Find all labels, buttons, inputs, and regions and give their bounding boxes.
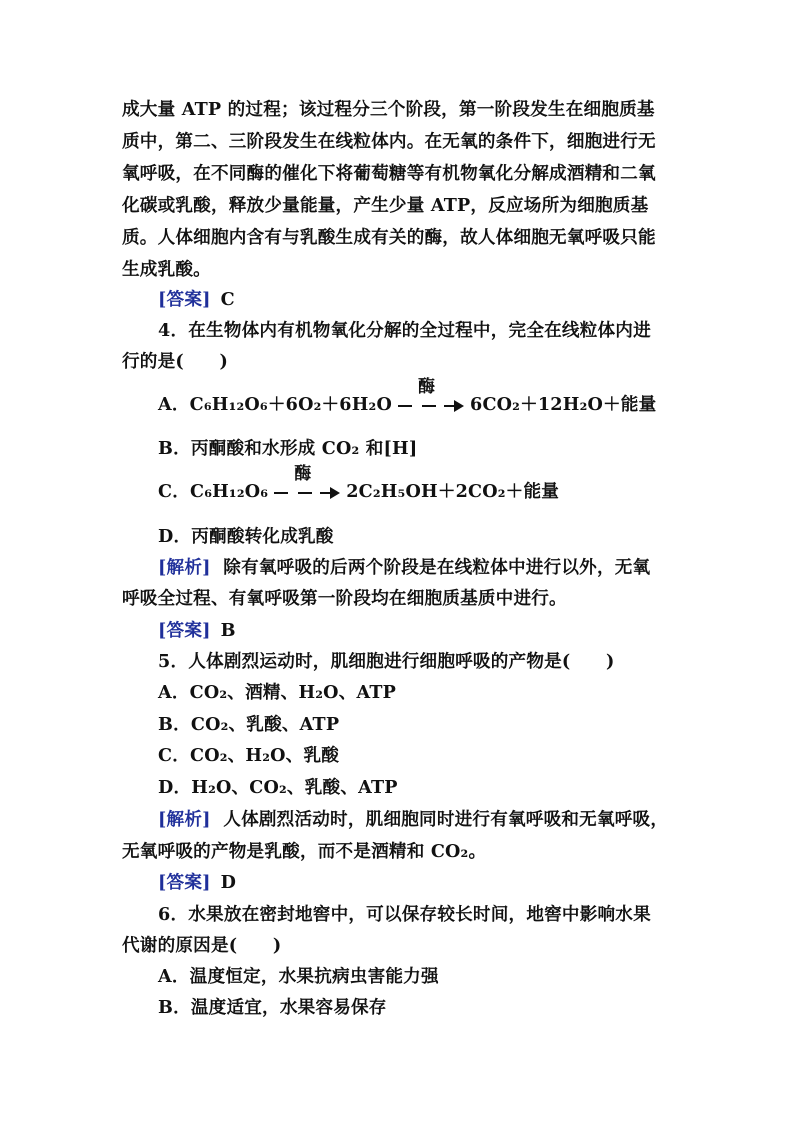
answer-label: [答案] — [158, 872, 211, 893]
q5-analysis-cont: 无氧呼吸的产物是乳酸，而不是酒精和 CO₂。 — [122, 841, 487, 862]
enzyme-arrow — [396, 377, 466, 417]
answer-value: B — [220, 620, 236, 641]
q5-option-b: B．CO₂、乳酸、ATP — [158, 714, 340, 735]
q5-option-c: C．CO₂、H₂O、乳酸 — [158, 745, 340, 766]
q6-stem: 6．水果放在密封地窖中，可以保存较长时间，地窖中影响水果 — [158, 904, 651, 925]
text-line: 生成乳酸。 — [122, 259, 211, 280]
enzyme-arrow — [272, 464, 342, 504]
q5-answer — [158, 871, 236, 895]
q4-stem: 4．在生物体内有机物氧化分解的全过程中，完全在线粒体内进 — [158, 320, 651, 341]
q5-stem: 5．人体剧烈运动时，肌细胞进行细胞呼吸的产物是( ) — [158, 651, 615, 672]
q4-option-a: A．C₆H₁₂O₆＋6O₂＋6H₂O 酶 6CO₂＋12H₂O＋能量 — [158, 377, 657, 415]
text-line: 质。人体细胞内含有与乳酸生成有关的酶，故人体细胞无氧呼吸只能 — [122, 227, 656, 248]
answer-label: [答案] — [158, 289, 211, 310]
equation-reactant: C₆H₁₂O₆＋6O₂＋6H₂O — [189, 394, 392, 415]
q5-option-d: D．H₂O、CO₂、乳酸、ATP — [158, 777, 398, 798]
answer-value: D — [220, 872, 237, 893]
q6-option-a: A．温度恒定，水果抗病虫害能力强 — [158, 966, 439, 987]
q4-analysis: [解析] 除有氧呼吸的后两个阶段是在线粒体中进行以外，无氧 — [158, 557, 651, 578]
q4-option-c: C．C₆H₁₂O₆ 酶 2C₂H₅OH＋2CO₂＋能量 — [158, 464, 560, 502]
q5-option-a: A．CO₂、酒精、H₂O、ATP — [158, 682, 397, 703]
q4-analysis-cont: 呼吸全过程、有氧呼吸第一阶段均在细胞质基质中进行。 — [122, 588, 567, 609]
equation-reactant: C₆H₁₂O₆ — [190, 481, 269, 502]
text-line: 氧呼吸，在不同酶的催化下将葡萄糖等有机物氧化分解成酒精和二氧 — [122, 163, 656, 184]
equation-product: 2C₂H₅OH＋2CO₂＋能量 — [346, 481, 560, 502]
enzyme-label: 酶 — [418, 377, 436, 397]
answer-value: C — [220, 289, 235, 310]
q4-option-b: B．丙酮酸和水形成 CO₂ 和[H] — [158, 438, 418, 459]
text-line: 成大量 ATP 的过程；该过程分三个阶段，第一阶段发生在细胞质基 — [122, 99, 655, 120]
q3-answer — [158, 288, 235, 312]
text-line: 质中，第二、三阶段发生在线粒体内。在无氧的条件下，细胞进行无 — [122, 131, 656, 152]
q5-analysis: [解析] 人体剧烈活动时，肌细胞同时进行有氧呼吸和无氧呼吸， — [158, 809, 669, 830]
text-line: 化碳或乳酸，释放少量能量，产生少量 ATP，反应场所为细胞质基 — [122, 195, 649, 216]
q4-answer — [158, 619, 236, 643]
q4-stem-cont: 行的是( ) — [122, 351, 229, 372]
enzyme-label: 酶 — [294, 464, 312, 484]
answer-label: [答案] — [158, 620, 211, 641]
analysis-label: [解析] — [158, 809, 211, 830]
q6-option-b: B．温度适宜，水果容易保存 — [158, 997, 387, 1018]
analysis-label: [解析] — [158, 557, 211, 578]
equation-product: 6CO₂＋12H₂O＋能量 — [470, 394, 657, 415]
q6-stem-cont: 代谢的原因是( ) — [122, 935, 282, 956]
q4-option-d: D．丙酮酸转化成乳酸 — [158, 526, 334, 547]
